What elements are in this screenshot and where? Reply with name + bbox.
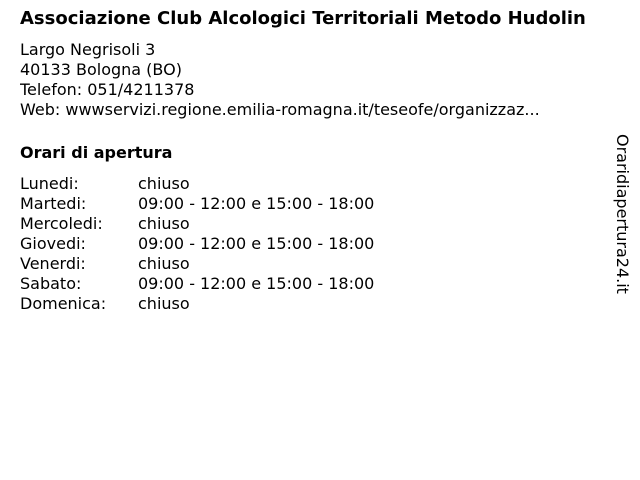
- day-hours: 09:00 - 12:00 e 15:00 - 18:00: [138, 274, 375, 293]
- hours-row: [20, 254, 605, 274]
- web-link[interactable]: wwwservizi.regione.emilia-romagna.it/teseofe/organizzaz...: [65, 100, 540, 119]
- day-hours: 09:00 - 12:00 e 15:00 - 18:00: [138, 234, 375, 253]
- day-hours: chiuso: [138, 214, 190, 233]
- hours-row: [20, 194, 605, 214]
- day-label: Venerdi:: [20, 254, 86, 273]
- day-hours: 09:00 - 12:00 e 15:00 - 18:00: [138, 194, 375, 213]
- day-label: Lunedi:: [20, 174, 79, 193]
- street-address: Largo Negrisoli 3: [20, 40, 156, 59]
- web-label: Web:: [20, 100, 61, 119]
- web-line: [20, 100, 605, 120]
- hours-row: [20, 274, 605, 294]
- day-label: Sabato:: [20, 274, 82, 293]
- day-label: Martedi:: [20, 194, 87, 213]
- day-label: Mercoledi:: [20, 214, 103, 233]
- day-hours: chiuso: [138, 254, 190, 273]
- day-hours: chiuso: [138, 294, 190, 313]
- business-name: Associazione Club Alcologici Territoriali Metodo Hudolin: [20, 8, 586, 29]
- hours-row: [20, 234, 605, 254]
- phone-line: [20, 80, 605, 100]
- business-card: [20, 8, 605, 314]
- day-hours: chiuso: [138, 174, 190, 193]
- site-watermark: Oraridiapertura24.it: [613, 134, 632, 294]
- postal-city: 40133 Bologna (BO): [20, 60, 182, 79]
- hours-row: [20, 174, 605, 194]
- day-label: Giovedi:: [20, 234, 86, 253]
- hours-row: [20, 294, 605, 314]
- day-label: Domenica:: [20, 294, 107, 313]
- phone-label: Telefon:: [20, 80, 83, 99]
- phone-number[interactable]: 051/4211378: [87, 80, 195, 99]
- opening-hours-title: Orari di apertura: [20, 143, 173, 162]
- opening-hours-table: [20, 174, 605, 314]
- address-block: [20, 40, 605, 120]
- hours-row: [20, 214, 605, 234]
